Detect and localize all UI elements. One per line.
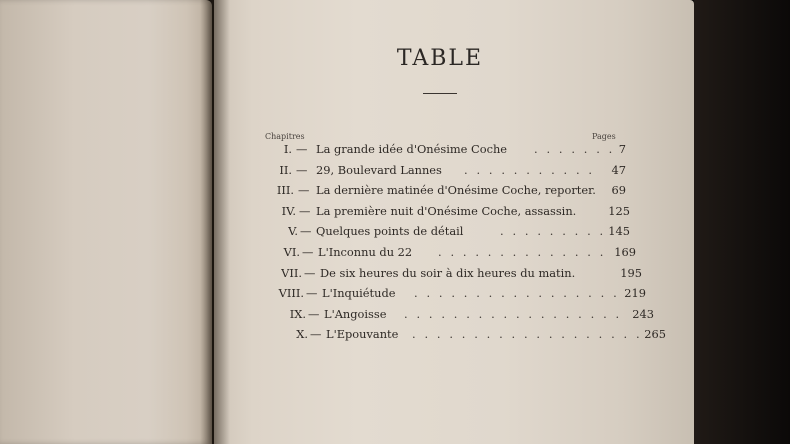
entry-dash: — [310, 327, 322, 342]
page-number: 169 [614, 244, 636, 259]
entry-dash: — [300, 224, 312, 239]
page-number: 195 [620, 265, 642, 280]
entry-dash: — [299, 203, 311, 218]
chapter-title: L'Inconnu du 22 [318, 244, 413, 259]
chapter-number: IV. [281, 203, 296, 218]
chapter-title: La grande idée d'Onésime Coche [316, 142, 508, 156]
toc-entry [252, 183, 662, 204]
page-number: 47 [611, 162, 626, 177]
page-number: 243 [632, 306, 654, 321]
toc-entry [252, 224, 662, 245]
toc-entry [252, 286, 662, 307]
chapter-number: II. [279, 162, 292, 177]
page-title: TABLE [396, 46, 484, 71]
toc-entry [252, 307, 662, 328]
chapter-number: X. [296, 327, 308, 342]
page-number: 145 [608, 224, 630, 239]
chapter-title: L'Epouvante [326, 327, 399, 342]
page-number: 265 [644, 327, 666, 342]
toc-entry [252, 327, 666, 348]
chapter-number: VII. [281, 265, 302, 280]
toc-entry [252, 266, 662, 287]
title-divider [423, 93, 457, 94]
chapter-title: De six heures du soir à dix heures du matin. [320, 265, 576, 280]
dot-leader: . . . . . . . . . . . . . . . . . . [404, 306, 622, 321]
chapter-number: III. [276, 183, 294, 198]
toc-entry [252, 245, 662, 266]
pages-column-header: Pages [592, 132, 616, 141]
entry-dash: — [296, 142, 308, 156]
entry-dash: — [296, 162, 308, 177]
entry-dash: — [308, 306, 320, 321]
dot-leader: . . . . . . . . . [500, 224, 606, 239]
chapter-title: La dernière matinée d'Onésime Coche, reporter. [316, 183, 596, 198]
dark-background [694, 0, 790, 444]
chapter-number: V. [288, 224, 298, 239]
chapter-number: I. [283, 142, 292, 156]
page-number: 69 [611, 183, 626, 198]
toc-entry [252, 163, 662, 184]
chapter-number: VIII. [278, 286, 304, 301]
left-page [0, 0, 212, 444]
entry-dash: — [304, 265, 316, 280]
chapter-number: IX. [289, 306, 306, 321]
table-of-contents [252, 142, 666, 348]
page-number: 219 [624, 286, 646, 301]
chapter-title: L'Inquiétude [322, 286, 396, 301]
dot-leader: . . . . . . . . . . . [464, 162, 595, 177]
dot-leader: . . . . . . . . . . . . . . . . . . . [412, 327, 643, 342]
dot-leader: . . . . . . . . . . . . . . [438, 244, 606, 259]
dot-leader: . . . . . . . . . . . . . . . . . [414, 286, 620, 301]
toc-entry [252, 204, 662, 225]
chapters-column-header: Chapitres [265, 132, 305, 141]
page-number: 125 [608, 203, 630, 218]
dot-leader: . . . . . . . [534, 142, 615, 156]
toc-entry [252, 142, 662, 163]
chapter-number: VI. [283, 244, 300, 259]
entry-dash: — [302, 244, 314, 259]
chapter-title: Quelques points de détail [316, 224, 464, 239]
page-number: 7 [618, 142, 626, 156]
chapter-title: La première nuit d'Onésime Coche, assassin. [316, 203, 577, 218]
chapter-title: L'Angoisse [324, 306, 387, 321]
chapter-title: 29, Boulevard Lannes [316, 162, 442, 177]
book-gutter [200, 0, 230, 444]
entry-dash: — [298, 183, 310, 198]
entry-dash: — [306, 286, 318, 301]
